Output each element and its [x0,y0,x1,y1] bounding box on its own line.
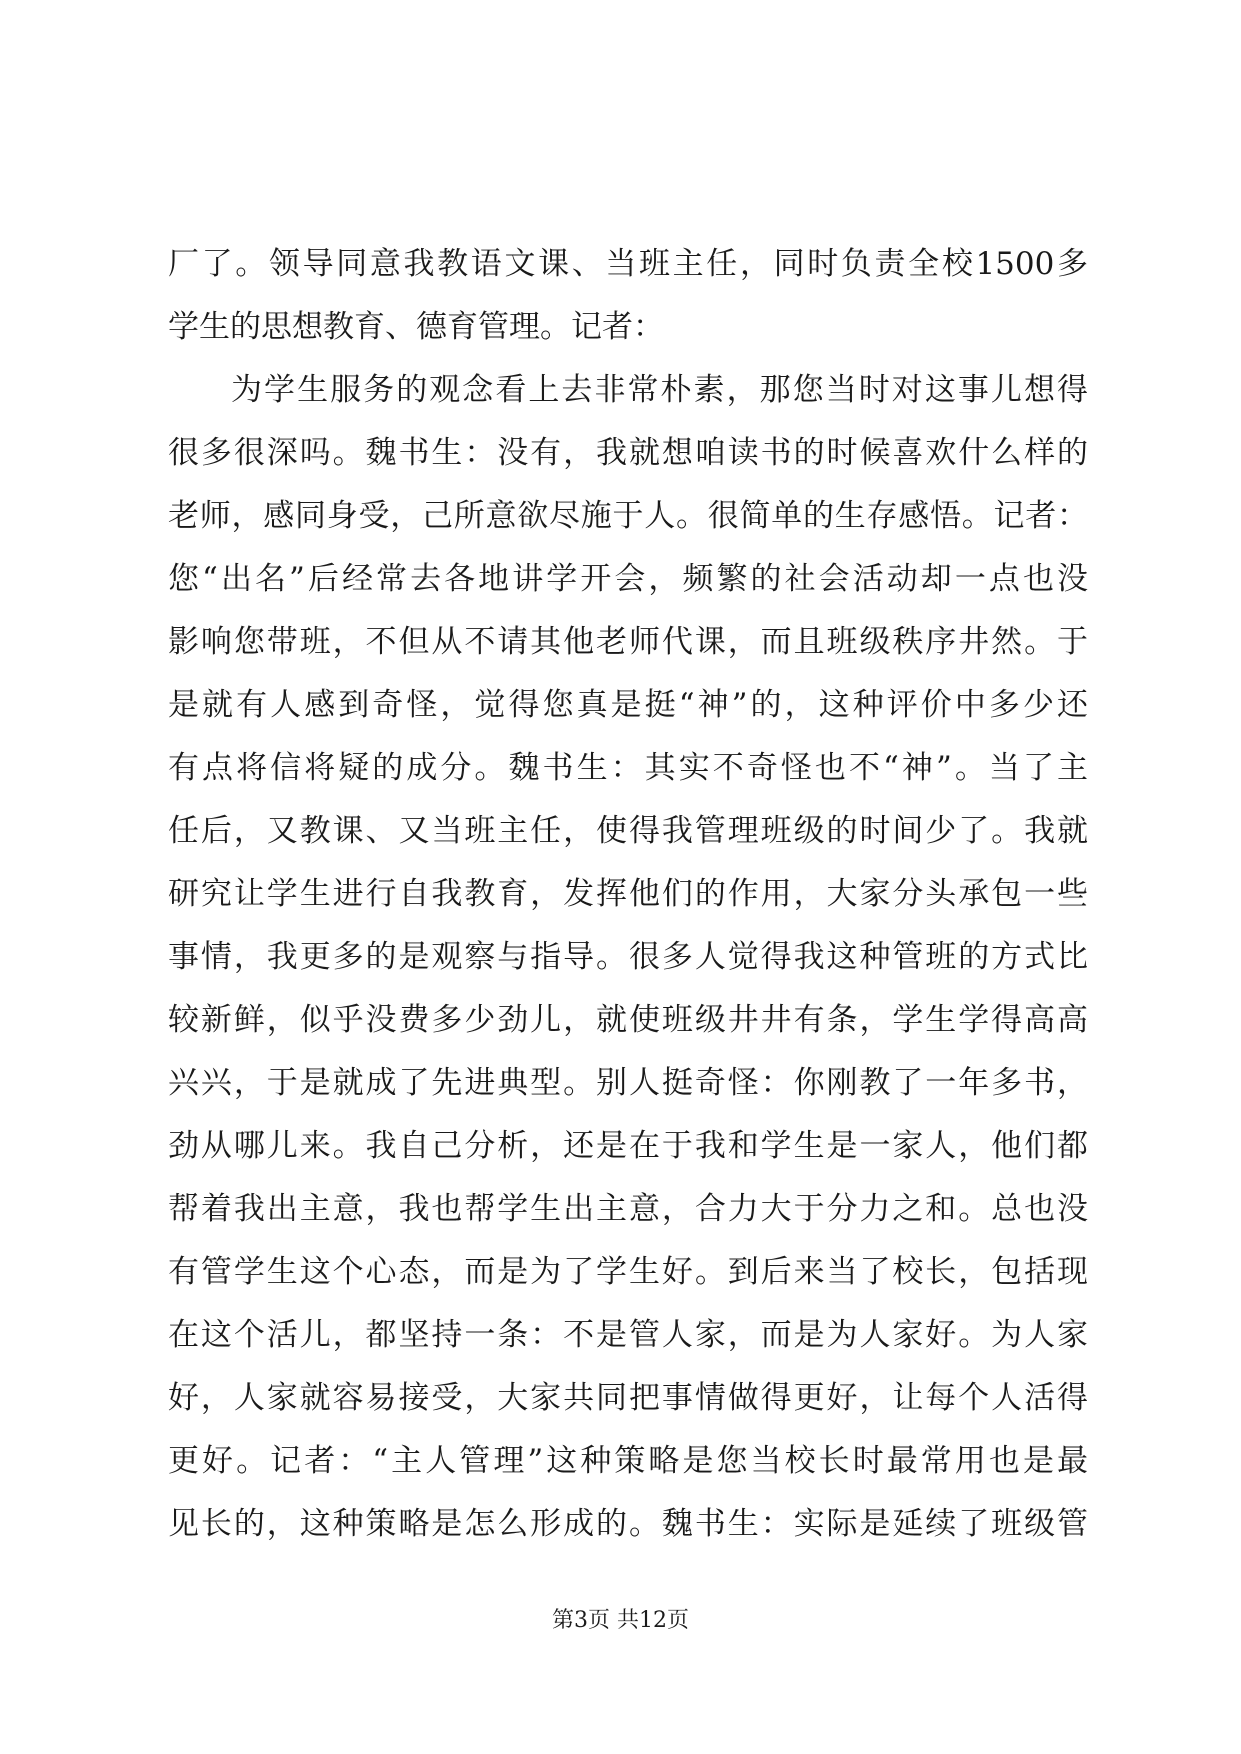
text-line: 劲从哪儿来。我自己分析，还是在于我和学生是一家人，他们都 [168,1128,1088,1164]
text-line: 更好。记者：“主人管理”这种策略是您当校长时最常用也是最 [168,1443,1088,1479]
text-line: 帮着我出主意，我也帮学生出主意，合力大于分力之和。总也没 [168,1191,1088,1227]
text-line: 较新鲜，似乎没费多少劲儿，就使班级井井有条，学生学得高高 [168,1002,1088,1038]
text-line: 任后，又教课、又当班主任，使得我管理班级的时间少了。我就 [168,813,1088,849]
text-line: 在这个活儿，都坚持一条：不是管人家，而是为人家好。为人家 [168,1317,1088,1353]
text-line: 您“出名”后经常去各地讲学开会，频繁的社会活动却一点也没 [168,561,1088,597]
text-line: 见长的，这种策略是怎么形成的。魏书生：实际是延续了班级管 [168,1506,1088,1542]
text-line: 好，人家就容易接受，大家共同把事情做得更好，让每个人活得 [168,1380,1088,1416]
text-line: 影响您带班，不但从不请其他老师代课，而且班级秩序井然。于 [168,624,1088,660]
page-number-footer: 第3页 共12页 [552,1608,689,1633]
text-line: 老师，感同身受，己所意欲尽施于人。很简单的生存感悟。记者： [168,498,1088,534]
paragraph-first-line: 为学生服务的观念看上去非常朴素，那您当时对这事儿想得 [231,372,1088,408]
text-line: 兴兴，于是就成了先进典型。别人挺奇怪：你刚教了一年多书， [168,1065,1088,1101]
text-line: 是就有人感到奇怪，觉得您真是挺“神”的，这种评价中多少还 [168,687,1088,723]
text-line: 有管学生这个心态，而是为了学生好。到后来当了校长，包括现 [168,1254,1088,1290]
text-line: 事情，我更多的是观察与指导。很多人觉得我这种管班的方式比 [168,939,1088,975]
text-line: 很多很深吗。魏书生：没有，我就想咱读书的时候喜欢什么样的 [168,435,1088,471]
text-line: 有点将信将疑的成分。魏书生：其实不奇怪也不“神”。当了主 [168,750,1088,786]
text-line: 研究让学生进行自我教育，发挥他们的作用，大家分头承包一些 [168,876,1088,912]
text-line: 学生的思想教育、德育管理。记者： [168,309,664,345]
text-line: 厂了。领导同意我教语文课、当班主任，同时负责全校1500多 [168,246,1088,282]
body-text [168,233,1088,1556]
